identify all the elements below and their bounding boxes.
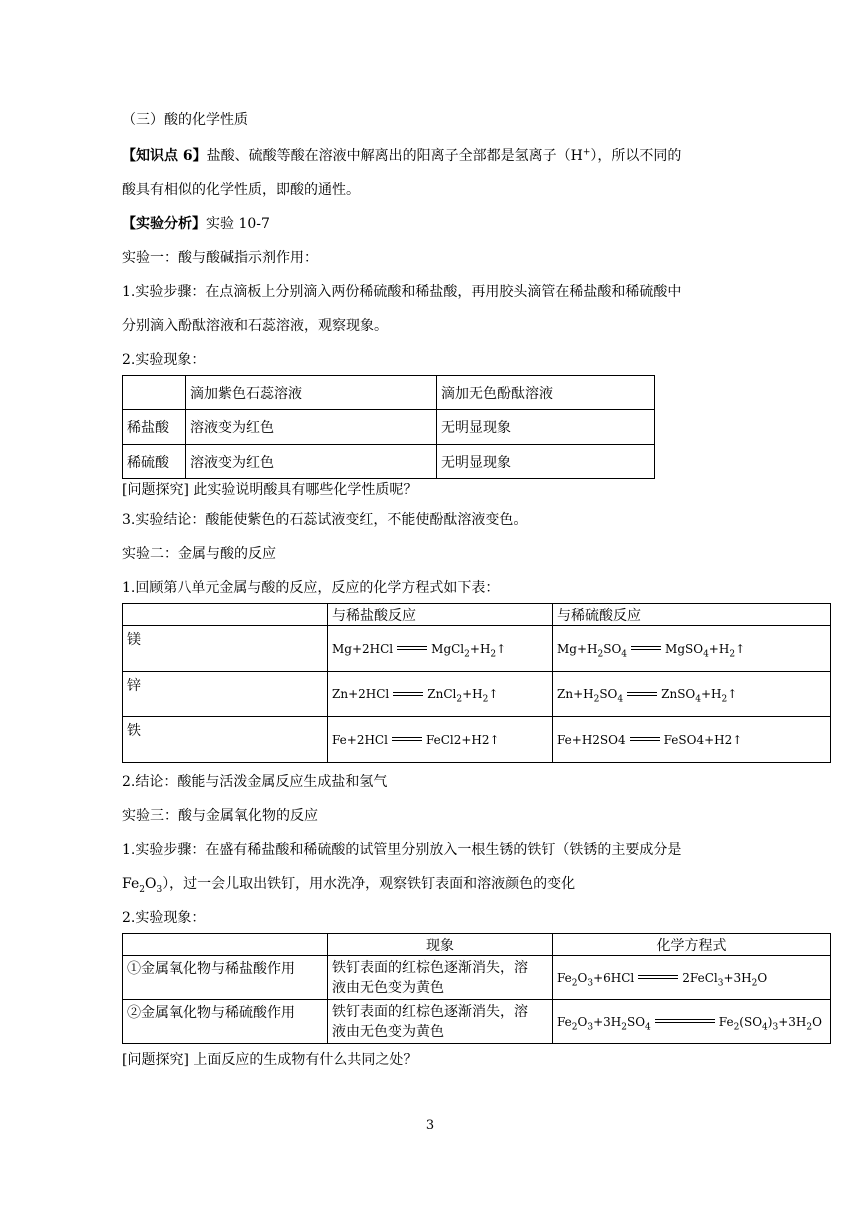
equation-hcl: Mg+2HCl $MgCl_2+H_2↑$ xyxy=(328,626,553,672)
exp2-table xyxy=(122,603,831,763)
exp1-question: [问题探究] 此实验说明酸具有哪些化学性质呢？ xyxy=(122,482,418,498)
equation-hcl: Zn+2HCl $ZnCl_2+H_2↑$ xyxy=(328,672,553,717)
exp2-review: 1.回顾第八单元金属与酸的反应，反应的化学方程式如下表： xyxy=(122,580,500,596)
equation-h2so4: Fe+H2SO4 FeSO4+H2↑ xyxy=(553,717,831,763)
table-header: 滴加紫色石蕊溶液 xyxy=(186,376,437,410)
table-header: 与稀盐酸反应 xyxy=(328,604,553,626)
analysis-heading: 【实验分析】实验 10-7 xyxy=(122,216,270,232)
section-title: （三）酸的化学性质 xyxy=(122,112,248,128)
exp3-table xyxy=(122,933,831,1044)
table-row xyxy=(123,717,831,763)
exp1-table xyxy=(122,375,655,479)
table-row: ①金属氧化物与稀盐酸作用 铁钉表面的红棕色逐渐消失，溶 液由无色变为黄色 $Fe_2O_3+6HCl$ $2FeCl_3+3H_2O$ xyxy=(123,956,831,1000)
table-row: 稀盐酸 溶液变为红色 无明显现象 xyxy=(123,410,655,445)
table-row xyxy=(123,604,831,626)
metal-label: 铁 xyxy=(123,717,328,763)
exp1-phenomenon-label: 2.实验现象： xyxy=(122,352,206,368)
table-row xyxy=(123,376,655,410)
equation-fe2o3-h2so4: $Fe_2O_3+3H_2SO_4$ $Fe_2(SO_4)_3+3H_2O$ xyxy=(553,1000,831,1044)
equation-h2so4: $Zn+H_2SO_4$ $ZnSO_4+H_2↑$ xyxy=(553,672,831,717)
table-row xyxy=(123,626,831,672)
knowledge-point-line1: 【知识点 6】盐酸、硫酸等酸在溶液中解离出的阳离子全部都是氢离子（H+），所以不同的 xyxy=(122,147,682,164)
exp1-step-line2: 分别滴入酚酞溶液和石蕊溶液，观察现象。 xyxy=(122,318,388,334)
equation-hcl: Fe+2HCl FeCl2+H2↑ xyxy=(328,717,553,763)
exp2-conclusion: 2.结论：酸能与活泼金属反应生成盐和氢气 xyxy=(122,774,388,790)
exp1-step-line1: 1.实验步骤：在点滴板上分别滴入两份稀硫酸和稀盐酸，再用胶头滴管在稀盐酸和稀硫酸中 xyxy=(122,284,682,300)
exp2-title: 实验二：金属与酸的反应 xyxy=(122,546,276,562)
table-header: 与稀硫酸反应 xyxy=(553,604,831,626)
table-row xyxy=(123,934,831,956)
table-header: 滴加无色酚酞溶液 xyxy=(437,376,655,410)
table-row: ②金属氧化物与稀硫酸作用 铁钉表面的红棕色逐渐消失，溶 液由无色变为黄色 $Fe_2O_3+3H_2SO_4$ $Fe_2(SO_4)_3+3H_2O$ xyxy=(123,1000,831,1044)
metal-label: 锌 xyxy=(123,672,328,717)
page-number: 3 xyxy=(425,1118,435,1133)
metal-label: 镁 xyxy=(123,626,328,672)
table-header: 现象 xyxy=(328,934,553,956)
exp3-phenomenon-label: 2.实验现象： xyxy=(122,910,206,926)
equation-h2so4: $Mg+H_2SO_4$ $MgSO_4+H_2↑$ xyxy=(553,626,831,672)
equation-fe2o3-hcl: $Fe_2O_3+6HCl$ $2FeCl_3+3H_2O$ xyxy=(553,956,831,1000)
exp3-step-line2: $Fe_2O_3$），过一会儿取出铁钉，用水洗净，观察铁钉表面和溶液颜色的变化 xyxy=(122,876,576,895)
exp1-title: 实验一：酸与酸碱指示剂作用： xyxy=(122,250,318,266)
table-row: 稀硫酸 溶液变为红色 无明显现象 xyxy=(123,445,655,479)
table-row xyxy=(123,672,831,717)
exp3-question: [问题探究] 上面反应的生成物有什么共同之处？ xyxy=(122,1052,418,1068)
table-header: 化学方程式 xyxy=(553,934,831,956)
exp1-conclusion: 3.实验结论：酸能使紫色的石蕊试液变红，不能使酚酞溶液变色。 xyxy=(122,512,528,528)
exp3-step-line1: 1.实验步骤：在盛有稀盐酸和稀硫酸的试管里分别放入一根生锈的铁钉（铁锈的主要成分是 xyxy=(122,842,682,858)
exp3-title: 实验三：酸与金属氧化物的反应 xyxy=(122,808,318,824)
knowledge-point-label: 【知识点 6】 xyxy=(122,148,207,164)
knowledge-point-line2: 酸具有相似的化学性质，即酸的通性。 xyxy=(122,182,360,198)
